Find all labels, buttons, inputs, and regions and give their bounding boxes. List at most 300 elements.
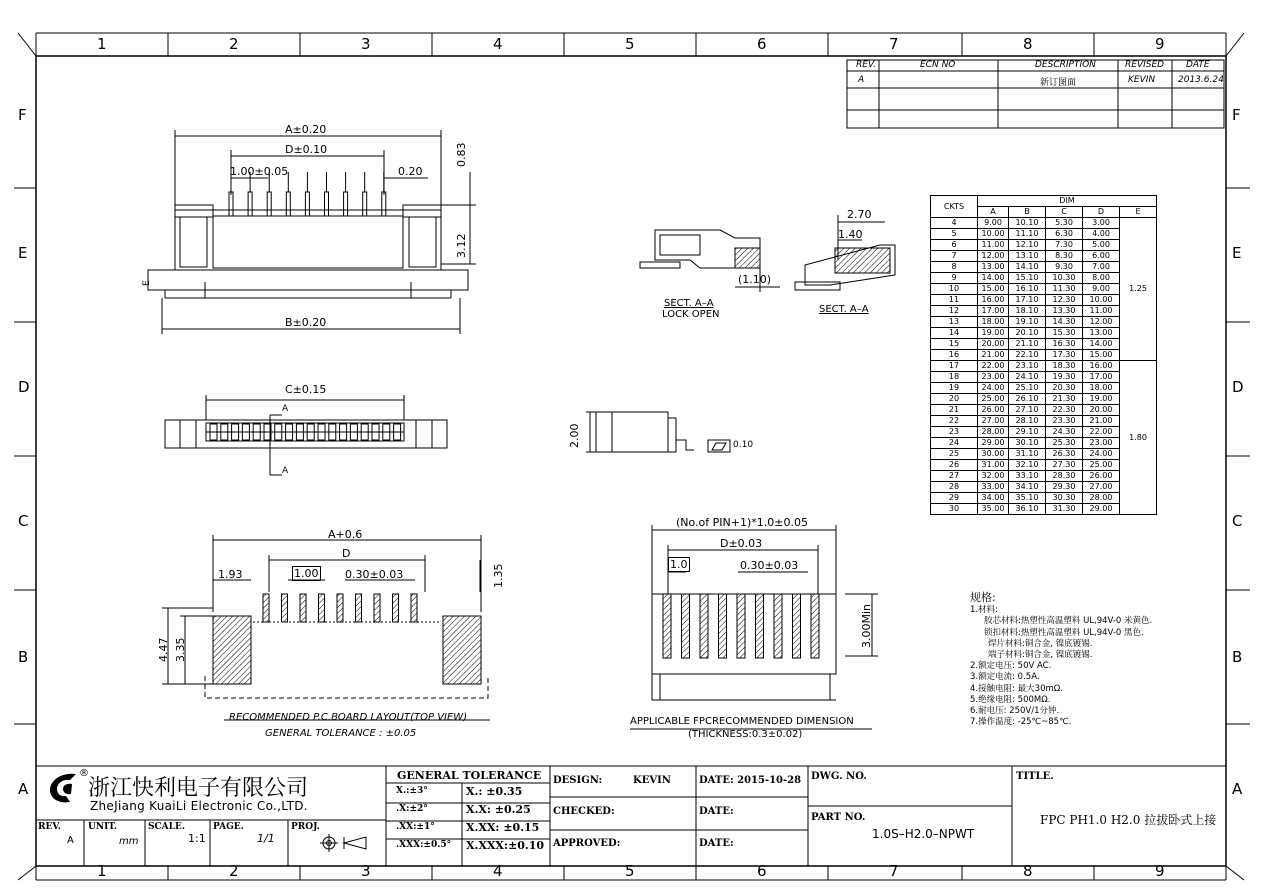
table-cell: 15 xyxy=(931,339,978,350)
dim-col-d: D xyxy=(1083,207,1120,218)
bottom-view-rib xyxy=(221,424,228,440)
row-left-5: B xyxy=(18,648,29,666)
table-cell: 12.00 xyxy=(978,251,1009,262)
section-mark-top: A xyxy=(282,404,289,414)
table-cell: 31.10 xyxy=(1009,449,1046,460)
col-bottom-8: 8 xyxy=(1023,862,1033,880)
table-cell: 21.30 xyxy=(1046,394,1083,405)
rev-header: REV. xyxy=(856,60,876,70)
table-cell: 28.10 xyxy=(1009,416,1046,427)
table-cell: 27.00 xyxy=(1083,482,1120,493)
table-cell: 20.00 xyxy=(978,339,1009,350)
bottom-view-rib xyxy=(329,424,336,440)
col-bottom-6: 6 xyxy=(757,862,767,880)
table-cell: 20.00 xyxy=(1083,405,1120,416)
table-cell: 10 xyxy=(931,284,978,295)
sect-lock-subtitle: LOCK OPEN xyxy=(662,309,720,320)
table-cell: 9.00 xyxy=(978,218,1009,229)
dim-pin-width: 0.20 xyxy=(398,165,423,178)
table-cell: 5 xyxy=(931,229,978,240)
rev-field-value: A xyxy=(67,835,74,846)
table-cell: 22.00 xyxy=(978,361,1009,372)
date-header: DATE xyxy=(1186,60,1210,70)
pcb-dim-100: 1.00 xyxy=(294,567,319,580)
bottom-view-rib xyxy=(242,424,249,440)
dim-top-d: D±0.10 xyxy=(285,143,328,156)
bottom-view-rib xyxy=(350,424,357,440)
table-cell: 11.00 xyxy=(1083,306,1120,317)
table-cell: 11 xyxy=(931,295,978,306)
table-cell: 19 xyxy=(931,383,978,394)
table-cell: 24.00 xyxy=(1083,449,1120,460)
table-cell: 28.30 xyxy=(1046,471,1083,482)
fpc-finger xyxy=(737,594,745,658)
table-cell: 31.00 xyxy=(978,460,1009,471)
sect-aa-title: SECT. A–A xyxy=(819,304,869,315)
table-cell: 22 xyxy=(931,416,978,427)
col-top-9: 9 xyxy=(1155,35,1165,53)
table-cell: 15.30 xyxy=(1046,328,1083,339)
part-no-label: PART NO. xyxy=(811,812,866,823)
scale-value: 1:1 xyxy=(188,832,206,845)
table-cell: 26.00 xyxy=(978,405,1009,416)
row-left-6: A xyxy=(18,780,29,798)
table-cell: 22.00 xyxy=(1083,427,1120,438)
approved-label: APPROVED: xyxy=(553,838,621,849)
bottom-view-rib xyxy=(394,424,401,440)
table-cell: 15.00 xyxy=(978,284,1009,295)
table-cell: 16.00 xyxy=(1083,361,1120,372)
fpc-caption: APPLICABLE FPCRECOMMENDED DIMENSION xyxy=(630,716,854,727)
table-cell: 20.30 xyxy=(1046,383,1083,394)
row-right-2: E xyxy=(1232,244,1242,262)
table-cell: 25.00 xyxy=(1083,460,1120,471)
top-view-pin xyxy=(344,192,348,216)
pcb-pad xyxy=(263,594,269,622)
table-cell: 29 xyxy=(931,493,978,504)
dim-e: E xyxy=(142,280,152,286)
table-cell: 12.10 xyxy=(1009,240,1046,251)
table-cell: 12 xyxy=(931,306,978,317)
table-cell: 13.00 xyxy=(1083,328,1120,339)
spec-title: 规格: xyxy=(970,591,996,604)
part-no-value: 1.0S–H2.0–NPWT xyxy=(872,827,975,841)
bottom-view-rib xyxy=(264,424,271,440)
company-name-en: ZheJiang KuaiLi Electronic Co.,LTD. xyxy=(90,799,308,813)
spec-line: 胶芯材料:热塑性高温塑料 UL,94V-0 米黄色. xyxy=(984,616,1153,627)
table-cell: 27 xyxy=(931,471,978,482)
row-left-4: C xyxy=(18,512,29,530)
table-cell: 35.00 xyxy=(978,504,1009,515)
pcb-pad xyxy=(374,594,380,622)
spec-line: 3.额定电流: 0.5A. xyxy=(970,672,1040,683)
dim-h200: 2.00 xyxy=(568,423,581,448)
flatness-value: 0.10 xyxy=(733,440,754,450)
table-cell: 6.00 xyxy=(1083,251,1120,262)
top-view-pin xyxy=(267,192,271,216)
spec-line: 焊片材料:铜合金, 镍底镀锡. xyxy=(988,638,1093,649)
table-cell: 28 xyxy=(931,482,978,493)
sect-dim-270: 2.70 xyxy=(847,208,872,221)
table-cell: 20 xyxy=(931,394,978,405)
bottom-view-rib xyxy=(307,424,314,440)
pcb-pad xyxy=(356,594,362,622)
scale-label: SCALE. xyxy=(148,822,185,832)
spec-line: 端子材料:铜合金, 镍底镀锡. xyxy=(988,650,1093,661)
bottom-view-rib xyxy=(361,424,368,440)
table-cell: 19.00 xyxy=(1083,394,1120,405)
table-cell: 14.00 xyxy=(1083,339,1120,350)
tol-angle: .XX:±1° xyxy=(396,822,435,832)
table-cell: 23.00 xyxy=(978,372,1009,383)
table-cell: 28.00 xyxy=(978,427,1009,438)
table-cell: 7.30 xyxy=(1046,240,1083,251)
table-cell: 15.00 xyxy=(1083,350,1120,361)
fpc-dim-300: 3.00Min xyxy=(860,603,873,648)
bottom-view-rib xyxy=(318,424,325,440)
col-bottom-4: 4 xyxy=(493,862,503,880)
table-cell: 21 xyxy=(931,405,978,416)
row-right-3: D xyxy=(1232,378,1244,396)
table-cell: 24.30 xyxy=(1046,427,1083,438)
pcb-pad xyxy=(337,594,343,622)
table-cell: 10.30 xyxy=(1046,273,1083,284)
table-cell: 19.10 xyxy=(1009,317,1046,328)
table-cell: 29.30 xyxy=(1046,482,1083,493)
dim-top-a: A±0.20 xyxy=(285,123,327,136)
col-bottom-9: 9 xyxy=(1155,862,1165,880)
row-right-1: F xyxy=(1232,106,1241,124)
table-cell: 3.00 xyxy=(1083,218,1120,229)
fpc-finger xyxy=(756,594,764,658)
col-bottom-3: 3 xyxy=(361,862,371,880)
table-cell: 10.10 xyxy=(1009,218,1046,229)
spec-notes xyxy=(970,592,1152,728)
pcb-pad xyxy=(282,594,288,622)
fpc-finger xyxy=(700,594,708,658)
table-cell: 7.00 xyxy=(1083,262,1120,273)
spec-line: 2.额定电压: 50V AC. xyxy=(970,661,1052,672)
tol-linear: X.XXX:±0.10 xyxy=(466,839,545,852)
fpc-finger xyxy=(663,594,671,658)
table-cell: 23.30 xyxy=(1046,416,1083,427)
fpc-dim-10: 1.0 xyxy=(670,558,688,571)
col-top-5: 5 xyxy=(625,35,635,53)
spec-line: 1.材料: xyxy=(970,605,998,616)
bottom-view-rib xyxy=(210,424,217,440)
table-cell: 22.10 xyxy=(1009,350,1046,361)
top-view-pin xyxy=(305,192,309,216)
table-cell: 30.30 xyxy=(1046,493,1083,504)
table-cell: 6.30 xyxy=(1046,229,1083,240)
table-cell: 14.10 xyxy=(1009,262,1046,273)
table-cell: 27.30 xyxy=(1046,460,1083,471)
table-cell: 19.00 xyxy=(978,328,1009,339)
table-cell: 5.30 xyxy=(1046,218,1083,229)
row-left-1: F xyxy=(18,106,27,124)
fpc-dim-total: (No.of PIN+1)*1.0±0.05 xyxy=(676,516,808,529)
fpc-finger xyxy=(682,594,690,658)
fpc-thickness: (THICKNESS:0.3±0.02) xyxy=(688,729,803,740)
checked-label: CHECKED: xyxy=(553,806,615,817)
pcb-pad xyxy=(393,594,399,622)
table-cell: 11.10 xyxy=(1009,229,1046,240)
row-left-3: D xyxy=(18,378,30,396)
pcb-dim-a: A+0.6 xyxy=(328,528,363,541)
table-cell: 17.30 xyxy=(1046,350,1083,361)
table-cell: 26.10 xyxy=(1009,394,1046,405)
pcb-caption: RECOMMENDED P.C.BOARD LAYOUT(TOP VIEW) xyxy=(229,712,468,723)
spec-line: 锁扣材料:热塑性高温塑料 UL,94V-0 黑色. xyxy=(984,627,1144,638)
table-cell: 11.00 xyxy=(978,240,1009,251)
col-bottom-7: 7 xyxy=(889,862,899,880)
table-cell: 17.00 xyxy=(1083,372,1120,383)
projection-symbol-icon xyxy=(320,833,370,853)
dim-col-e: E xyxy=(1120,207,1157,218)
table-cell: 27.10 xyxy=(1009,405,1046,416)
table-cell: 18 xyxy=(931,372,978,383)
table-cell: 18.00 xyxy=(1083,383,1120,394)
table-cell: 23.10 xyxy=(1009,361,1046,372)
col-top-3: 3 xyxy=(361,35,371,53)
pcb-dim-447: 4.47 xyxy=(157,637,170,662)
table-cell: 21.00 xyxy=(978,350,1009,361)
tol-linear: X.X: ±0.25 xyxy=(466,803,531,816)
table-cell: 7 xyxy=(931,251,978,262)
col-bottom-5: 5 xyxy=(625,862,635,880)
sect-dim-110: (1.10) xyxy=(738,273,772,286)
row-left-2: E xyxy=(18,244,28,262)
fpc-finger xyxy=(774,594,782,658)
table-cell: 34.00 xyxy=(978,493,1009,504)
table-cell: 10.00 xyxy=(1083,295,1120,306)
bottom-view-rib xyxy=(296,424,303,440)
pcb-dim-193: 1.93 xyxy=(218,568,243,581)
table-cell: 14.00 xyxy=(978,273,1009,284)
page-value: 1/1 xyxy=(257,832,275,845)
table-cell: 18.00 xyxy=(978,317,1009,328)
table-cell: 18.30 xyxy=(1046,361,1083,372)
spec-line: 5.绝缘电阻: 500MΩ. xyxy=(970,694,1051,705)
table-cell: 30.00 xyxy=(978,449,1009,460)
table-cell: 16.00 xyxy=(978,295,1009,306)
date-design: DATE: 2015-10-28 xyxy=(699,775,802,786)
dim-header: DIM xyxy=(978,196,1157,207)
col-top-7: 7 xyxy=(889,35,899,53)
table-cell: 14 xyxy=(931,328,978,339)
table-cell: 26.30 xyxy=(1046,449,1083,460)
tolerance-title: GENERAL TOLERANCE xyxy=(397,769,542,782)
title-label: TITLE. xyxy=(1016,771,1054,782)
fpc-finger xyxy=(719,594,727,658)
fpc-dim-030: 0.30±0.03 xyxy=(740,559,799,572)
table-cell: 31.30 xyxy=(1046,504,1083,515)
bottom-view-rib xyxy=(275,424,282,440)
col-top-2: 2 xyxy=(229,35,239,53)
row-right-4: C xyxy=(1232,512,1243,530)
row-right-5: B xyxy=(1232,648,1243,666)
table-row xyxy=(931,218,1157,229)
table-cell: 23 xyxy=(931,427,978,438)
pcb-pad xyxy=(300,594,306,622)
unit-value: mm xyxy=(119,836,139,847)
table-cell: 9.00 xyxy=(1083,284,1120,295)
table-cell: 26.00 xyxy=(1083,471,1120,482)
top-view-pin xyxy=(229,192,233,216)
dim-h312: 3.12 xyxy=(455,233,468,258)
col-bottom-1: 1 xyxy=(97,862,107,880)
table-cell: 16 xyxy=(931,350,978,361)
pcb-dim-135: 1.35 xyxy=(492,563,505,588)
title-value: FPC PH1.0 H2.0 拉拔卧式上接 xyxy=(1040,813,1217,827)
dwg-no-label: DWG. NO. xyxy=(811,771,867,782)
fpc-finger xyxy=(811,594,819,658)
top-view-pin xyxy=(382,192,386,216)
table-cell: 20.10 xyxy=(1009,328,1046,339)
rev-label: REV. xyxy=(38,822,61,832)
table-cell: 15.10 xyxy=(1009,273,1046,284)
table-cell: 25.00 xyxy=(978,394,1009,405)
registered-mark: ® xyxy=(79,768,89,779)
table-cell: 4.00 xyxy=(1083,229,1120,240)
e-group-1: 1.25 xyxy=(1120,218,1157,361)
tol-angle: .XXX:±0.5° xyxy=(396,840,452,850)
tol-linear: X.XX: ±0.15 xyxy=(466,821,540,834)
table-cell: 32.10 xyxy=(1009,460,1046,471)
pcb-dim-335: 3.35 xyxy=(174,637,187,662)
tol-linear: X.: ±0.35 xyxy=(466,785,523,798)
pcb-dim-d: D xyxy=(342,547,351,560)
table-cell: 4 xyxy=(931,218,978,229)
table-cell: 29.00 xyxy=(978,438,1009,449)
fpc-finger xyxy=(793,594,801,658)
table-cell: 8.30 xyxy=(1046,251,1083,262)
table-cell: 9.30 xyxy=(1046,262,1083,273)
table-row xyxy=(931,361,1157,372)
revised-header: REVISED xyxy=(1125,60,1165,70)
table-cell: 27.00 xyxy=(978,416,1009,427)
date-value: 2013.6.24 xyxy=(1178,75,1224,85)
description-value: 新订图面 xyxy=(1040,78,1077,88)
table-cell: 22.30 xyxy=(1046,405,1083,416)
table-cell: 13.30 xyxy=(1046,306,1083,317)
spec-line: 7.操作温度: -25℃~85℃. xyxy=(970,717,1072,728)
table-cell: 9 xyxy=(931,273,978,284)
dim-h083: 0.83 xyxy=(455,142,468,167)
table-cell: 10.00 xyxy=(978,229,1009,240)
col-top-6: 6 xyxy=(757,35,767,53)
table-cell: 24 xyxy=(931,438,978,449)
ckts-header: CKTS xyxy=(931,196,978,218)
table-cell: 12.00 xyxy=(1083,317,1120,328)
dim-table xyxy=(930,195,1157,515)
table-cell: 30.10 xyxy=(1009,438,1046,449)
table-cell: 35.10 xyxy=(1009,493,1046,504)
bottom-view-rib xyxy=(286,424,293,440)
table-cell: 5.00 xyxy=(1083,240,1120,251)
table-cell: 23.00 xyxy=(1083,438,1120,449)
table-cell: 17.10 xyxy=(1009,295,1046,306)
top-view-pin xyxy=(286,192,290,216)
table-cell: 24.00 xyxy=(978,383,1009,394)
pcb-tolerance: GENERAL TOLERANCE : ±0.05 xyxy=(265,728,417,739)
fpc-dim-d: D±0.03 xyxy=(720,537,763,550)
unit-label: UNIT. xyxy=(88,822,117,832)
pcb-pad xyxy=(319,594,325,622)
tol-angle: .X:±2° xyxy=(396,804,428,814)
row-right-6: A xyxy=(1232,780,1243,798)
col-top-8: 8 xyxy=(1023,35,1033,53)
table-cell: 24.10 xyxy=(1009,372,1046,383)
table-cell: 13 xyxy=(931,317,978,328)
e-group-2: 1.80 xyxy=(1120,361,1157,515)
table-cell: 21.10 xyxy=(1009,339,1046,350)
col-top-4: 4 xyxy=(493,35,503,53)
table-cell: 13.10 xyxy=(1009,251,1046,262)
col-bottom-2: 2 xyxy=(229,862,239,880)
table-cell: 19.30 xyxy=(1046,372,1083,383)
dim-c: C±0.15 xyxy=(285,383,327,396)
dim-col-b: B xyxy=(1009,207,1046,218)
table-cell: 26 xyxy=(931,460,978,471)
top-view-pin xyxy=(363,192,367,216)
table-cell: 13.00 xyxy=(978,262,1009,273)
table-cell: 25 xyxy=(931,449,978,460)
table-cell: 11.30 xyxy=(1046,284,1083,295)
table-cell: 29.00 xyxy=(1083,504,1120,515)
company-logo xyxy=(44,770,84,806)
design-value: KEVIN xyxy=(633,775,671,786)
dim-col-c: C xyxy=(1046,207,1083,218)
pcb-pad xyxy=(411,594,417,622)
table-cell: 8.00 xyxy=(1083,273,1120,284)
sect-lock-title: SECT. A–A xyxy=(664,298,714,309)
table-cell: 33.00 xyxy=(978,482,1009,493)
bottom-view-rib xyxy=(340,424,347,440)
date-checked: DATE: xyxy=(699,806,734,817)
tol-angle: X.:±3° xyxy=(396,786,428,796)
spec-line: 6.耐电压: 250V/1分钟. xyxy=(970,706,1060,717)
dim-col-a: A xyxy=(978,207,1009,218)
rev-value: A xyxy=(858,75,865,85)
table-cell: 25.10 xyxy=(1009,383,1046,394)
table-cell: 18.10 xyxy=(1009,306,1046,317)
table-cell: 17.00 xyxy=(978,306,1009,317)
table-cell: 8 xyxy=(931,262,978,273)
date-approved: DATE: xyxy=(699,838,734,849)
table-cell: 28.00 xyxy=(1083,493,1120,504)
page-label: PAGE. xyxy=(213,822,244,832)
bottom-view-rib xyxy=(372,424,379,440)
bottom-view-rib xyxy=(253,424,260,440)
description-header: DESCRIPTION xyxy=(1035,60,1096,70)
table-cell: 30 xyxy=(931,504,978,515)
table-cell: 29.10 xyxy=(1009,427,1046,438)
bottom-view-rib xyxy=(383,424,390,440)
table-cell: 14.30 xyxy=(1046,317,1083,328)
table-cell: 36.10 xyxy=(1009,504,1046,515)
top-view-pin xyxy=(325,192,329,216)
col-top-1: 1 xyxy=(97,35,107,53)
table-cell: 21.00 xyxy=(1083,416,1120,427)
top-view-pin xyxy=(248,192,252,216)
table-cell: 32.00 xyxy=(978,471,1009,482)
table-cell: 6 xyxy=(931,240,978,251)
bottom-view-rib xyxy=(232,424,239,440)
table-cell: 16.30 xyxy=(1046,339,1083,350)
company-name-cn: 浙江快利电子有限公司 xyxy=(88,776,309,801)
table-cell: 16.10 xyxy=(1009,284,1046,295)
